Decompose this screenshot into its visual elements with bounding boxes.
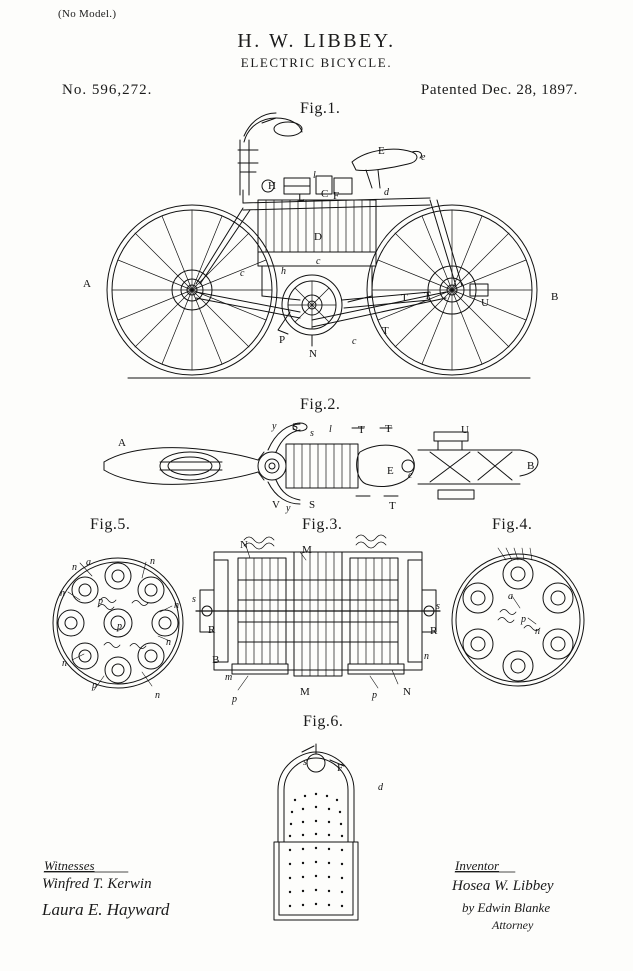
ref-letter-fig2-0: A bbox=[118, 437, 126, 449]
figure-6-drawing bbox=[274, 744, 358, 920]
ref-letter-fig2-4: l bbox=[329, 424, 332, 435]
inventor-label: Inventor bbox=[455, 858, 500, 873]
ref-letter-fig5-4: p bbox=[98, 596, 103, 607]
ref-letter-fig1-7: e bbox=[421, 152, 426, 163]
attorney-label: Attorney bbox=[492, 918, 534, 932]
ref-letter-fig1-3: c bbox=[316, 256, 321, 267]
no-model-note: (No Model.) bbox=[58, 8, 117, 20]
ref-letter-fig5-5: p bbox=[117, 621, 122, 632]
figure-caption-4: Fig.4. bbox=[492, 516, 533, 533]
ref-letter-fig2-6: S bbox=[292, 421, 299, 433]
ref-letter-fig1-15: P bbox=[279, 334, 286, 346]
ref-letter-fig5-3: n bbox=[60, 588, 65, 599]
ref-letter-fig1-2: c bbox=[240, 268, 245, 279]
figure-4-drawing bbox=[452, 548, 584, 686]
ref-letter-fig1-12: L bbox=[298, 192, 305, 204]
ref-letter-fig2-5: s bbox=[310, 428, 314, 439]
ref-letter-fig3-1: M bbox=[302, 544, 312, 556]
ref-letter-fig5-7: n bbox=[166, 637, 171, 648]
ref-letter-fig2-7: T bbox=[358, 424, 365, 436]
ref-letter-fig3-2: s bbox=[192, 594, 196, 605]
ref-letter-fig2-14: T bbox=[389, 500, 396, 512]
ref-letter-fig5-1: a bbox=[86, 557, 91, 568]
ref-letter-fig3-10: N bbox=[403, 686, 411, 698]
figure-caption-5: Fig.5. bbox=[90, 516, 131, 533]
ref-letter-fig6-1: F bbox=[337, 762, 344, 774]
figure-3-drawing bbox=[196, 535, 440, 690]
patent-date: Patented Dec. 28, 1897. bbox=[420, 82, 578, 98]
attorney-line: by Edwin Blanke bbox=[462, 900, 551, 915]
ref-letter-fig4-1: p bbox=[521, 614, 526, 625]
ref-letter-fig1-1: B bbox=[551, 291, 559, 303]
figure-caption-2: Fig.2. bbox=[300, 396, 341, 413]
figure-2-drawing bbox=[104, 423, 538, 504]
ref-letter-fig1-8: F bbox=[333, 190, 340, 202]
ref-letter-fig5-6: n bbox=[174, 600, 179, 611]
ref-letter-fig4-2: n bbox=[535, 626, 540, 637]
ref-letter-fig1-9: d bbox=[384, 187, 389, 198]
ref-letter-fig5-2: n bbox=[150, 556, 155, 567]
ref-letter-fig1-4: c bbox=[352, 336, 357, 347]
ref-letter-fig3-6: m bbox=[225, 672, 233, 683]
figure-caption-6: Fig.6. bbox=[303, 713, 344, 730]
ref-letter-fig1-11: l bbox=[313, 170, 316, 181]
ref-letter-fig1-16: T bbox=[382, 325, 389, 337]
ref-letter-fig6-0: s bbox=[303, 757, 307, 768]
ref-letter-fig2-12: y bbox=[286, 503, 291, 514]
witness-signature-2: Laura E. Hayward bbox=[42, 900, 170, 919]
ref-letter-fig2-8: T bbox=[385, 423, 392, 435]
figure-1-drawing bbox=[107, 113, 537, 378]
ref-letter-fig2-9: U bbox=[461, 424, 469, 436]
ref-letter-fig2-2: E bbox=[387, 465, 394, 477]
ref-letter-fig5-10: p bbox=[92, 680, 97, 691]
patent-title: ELECTRIC BICYCLE. bbox=[240, 55, 393, 70]
ref-letter-fig3-12: R bbox=[430, 625, 438, 637]
ref-letter-fig5-9: n bbox=[155, 690, 160, 701]
ref-letter-fig3-9: p bbox=[372, 690, 377, 701]
ref-letter-fig1-6: E bbox=[378, 145, 385, 157]
ref-letter-fig3-11: n bbox=[424, 651, 429, 662]
ref-letter-fig6-2: d bbox=[378, 782, 383, 793]
patent-number: No. 596,272. bbox=[62, 82, 153, 98]
ref-letter-fig2-11: V bbox=[272, 499, 280, 511]
ref-letter-fig1-5: D bbox=[314, 231, 322, 243]
ref-letter-fig1-14: N bbox=[309, 348, 317, 360]
figure-caption-3: Fig.3. bbox=[302, 516, 343, 533]
inventor-signature: Hosea W. Libbey bbox=[452, 878, 554, 894]
ref-letter-fig1-18: T bbox=[424, 290, 431, 302]
ref-letter-fig2-3: e bbox=[408, 470, 413, 481]
ref-letter-fig3-7: p bbox=[232, 694, 237, 705]
ref-letter-fig2-13: S bbox=[309, 499, 316, 511]
ref-letter-fig4-0: a bbox=[508, 591, 513, 602]
ref-letter-fig1-19: U bbox=[481, 297, 489, 309]
ref-letter-fig1-13: C bbox=[321, 188, 329, 200]
ref-letter-fig3-5: B bbox=[212, 654, 220, 666]
ref-letter-fig3-0: N bbox=[240, 539, 248, 551]
ref-letter-fig1-0: A bbox=[83, 278, 91, 290]
ref-letter-fig1-20: h bbox=[281, 266, 286, 277]
ref-letter-fig2-10: y bbox=[272, 421, 277, 432]
figure-caption-1: Fig.1. bbox=[300, 100, 341, 117]
ref-letter-fig3-3: s bbox=[436, 601, 440, 612]
ref-letter-fig1-10: H bbox=[268, 180, 276, 192]
ref-letter-fig5-8: n bbox=[62, 658, 67, 669]
ref-letter-fig1-17: T bbox=[401, 292, 408, 304]
ref-letter-fig3-8: M bbox=[300, 686, 310, 698]
ref-letter-fig5-0: n bbox=[72, 562, 77, 573]
ref-letter-fig2-1: B bbox=[527, 460, 535, 472]
witness-signature-1: Winfred T. Kerwin bbox=[42, 876, 152, 892]
ref-letter-fig3-4: R bbox=[208, 624, 216, 636]
inventor-heading: H. W. LIBBEY. bbox=[237, 30, 396, 52]
witnesses-label: Witnesses bbox=[44, 858, 95, 873]
